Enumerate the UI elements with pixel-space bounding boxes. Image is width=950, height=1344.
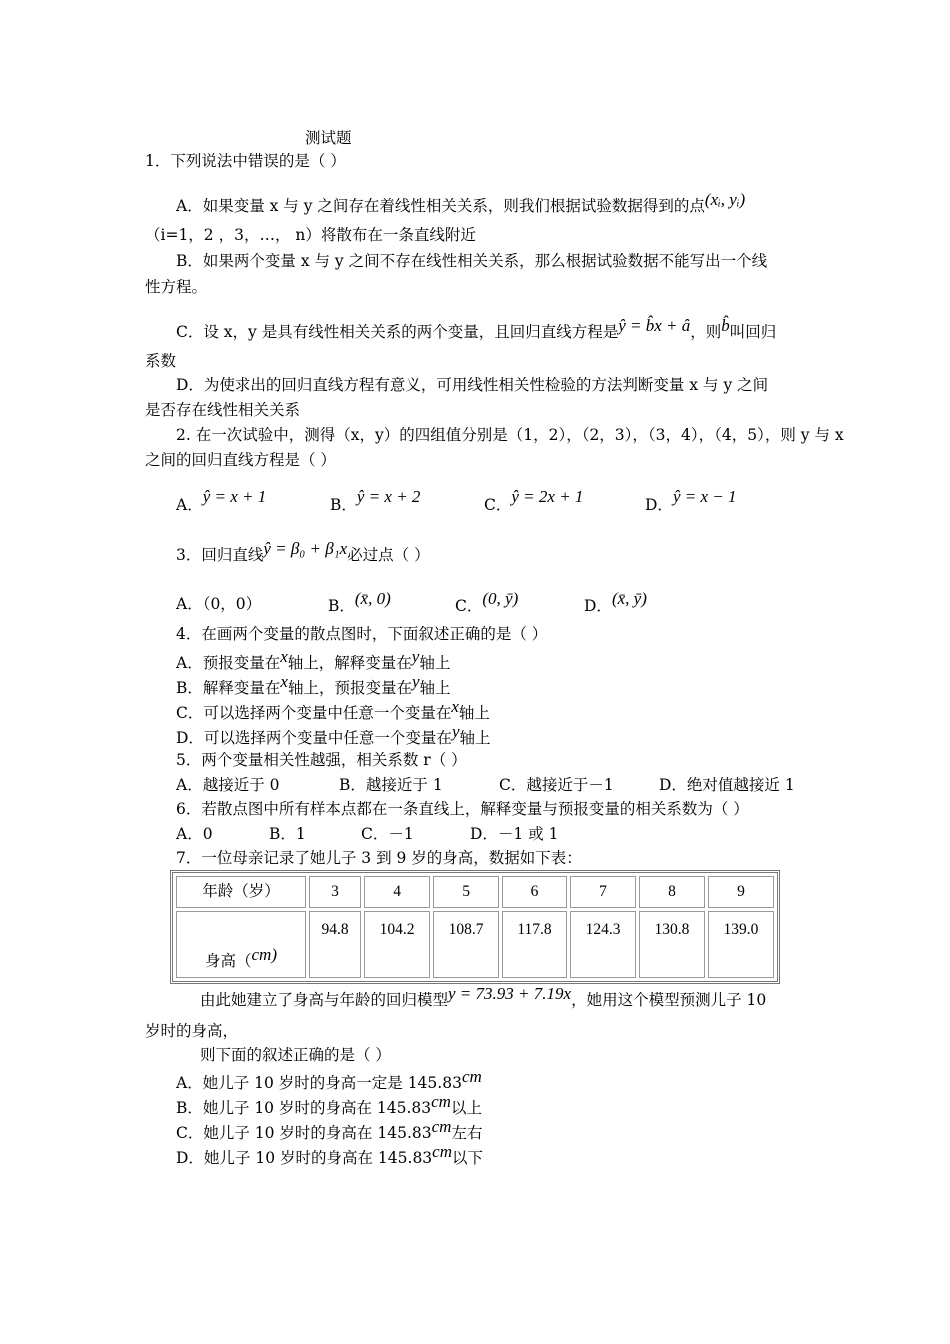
q2-option-d: D．ŷ = x − 1 xyxy=(645,487,737,514)
age-cell: 8 xyxy=(639,876,705,908)
q6-option-d: D．－1 或 1 xyxy=(470,825,559,843)
q1-option-d-line2: 是否存在线性相关关系 xyxy=(145,401,301,419)
q6-option-b: B．1 xyxy=(269,825,306,843)
q7-model-equation: y = 73.93 + 7.19x xyxy=(448,984,572,1003)
age-cell: 9 xyxy=(708,876,774,908)
q1-option-b-line1: B．如果两个变量 x 与 y 之间不存在线性相关关系，那么根据试验数据不能写出一个线 xyxy=(176,252,768,270)
q4-option-b: B．解释变量在x轴上，预报变量在y轴上 xyxy=(176,672,451,697)
q5-option-a: A．越接近于 0 xyxy=(176,776,280,794)
q1-option-a-line2: （i=1，2 ，3，…， n）将散布在一条直线附近 xyxy=(145,226,476,244)
q2-stem-line1: 2. 在一次试验中，测得（x，y）的四组值分别是（1，2），（2，3），（3，4），（4，5），则 y 与 x xyxy=(176,426,844,444)
age-cell: 7 xyxy=(570,876,636,908)
q1-stem: 1．下列说法中错误的是（ ） xyxy=(145,152,346,170)
q7-option-a: A．她儿子 10 岁时的身高一定是 145.83cm xyxy=(176,1067,482,1092)
age-cell: 4 xyxy=(364,876,430,908)
q3-option-c: C．(0, ȳ) xyxy=(455,589,519,615)
q2-option-b: B．ŷ = x + 2 xyxy=(330,487,421,514)
q2-option-a: A．ŷ = x + 1 xyxy=(176,487,267,514)
q7-option-b: B．她儿子 10 岁时的身高在 145.83cm以上 xyxy=(176,1092,482,1117)
q3-option-d: D．(x̄, ȳ) xyxy=(584,589,647,615)
q3-option-b: B．(x̄, 0) xyxy=(328,589,391,615)
age-header: 年龄（岁） xyxy=(176,876,306,908)
q7-ask: 则下面的叙述正确的是（ ） xyxy=(200,1046,391,1064)
height-cell: 108.7 xyxy=(433,911,499,978)
q7-option-c: C．她儿子 10 岁时的身高在 145.83cm左右 xyxy=(176,1117,483,1142)
height-cell: 117.8 xyxy=(502,911,567,978)
q1-option-c-mid: ，则 xyxy=(690,323,722,341)
q6-stem: 6．若散点图中所有样本点都在一条直线上，解释变量与预报变量的相关系数为（ ） xyxy=(176,800,749,818)
height-cell: 104.2 xyxy=(364,911,430,978)
q1-option-a-line1 xyxy=(176,190,746,215)
q4-option-a: A．预报变量在x轴上，解释变量在y轴上 xyxy=(176,647,451,672)
q2-stem-line2: 之间的回归直线方程是（ ） xyxy=(145,451,336,469)
age-cell: 3 xyxy=(309,876,361,908)
q1-option-d-line1: D．为使求出的回归直线方程有意义，可用线性相关性检验的方法判断变量 x 与 y 之间 xyxy=(176,376,769,394)
q7-model-line1: 由此她建立了身高与年龄的回归模型y = 73.93 + 7.19x，她用这个模型预测儿子 10 xyxy=(200,984,767,1009)
age-cell: 5 xyxy=(433,876,499,908)
table-row xyxy=(176,911,774,978)
q5-option-b: B．越接近于 1 xyxy=(339,776,443,794)
age-cell: 6 xyxy=(502,876,567,908)
height-header: 身高（cm) xyxy=(176,911,306,978)
height-cell: 94.8 xyxy=(309,911,361,978)
height-cell: 130.8 xyxy=(639,911,705,978)
q3-option-a: A．（0，0） xyxy=(176,595,262,613)
q7-model-line2: 岁时的身高， xyxy=(145,1022,239,1040)
q6-option-a: A．0 xyxy=(176,825,213,843)
q4-stem: 4．在画两个变量的散点图时，下面叙述正确的是（ ） xyxy=(176,625,548,643)
q1-option-c-post: 叫回归 xyxy=(729,323,777,341)
height-cell: 139.0 xyxy=(708,911,774,978)
q1-option-a-point: (xᵢ, yᵢ) xyxy=(704,190,746,209)
height-table xyxy=(170,870,780,984)
q5-option-c: C．越接近于－1 xyxy=(499,776,614,794)
q6-option-c: C．－1 xyxy=(361,825,414,843)
q2-option-c: C．ŷ = 2x + 1 xyxy=(484,487,584,514)
q1-option-b-line2: 性方程。 xyxy=(145,278,208,296)
q3-equation: ŷ = β₀ + β₁x xyxy=(263,539,348,558)
q1-option-c-pre: C．设 x，y 是具有线性相关关系的两个变量，且回归直线方程是 xyxy=(176,323,619,341)
q4-option-d: D．可以选择两个变量中任意一个变量在y轴上 xyxy=(176,722,491,747)
q1-option-c-b: b̂ xyxy=(721,316,730,335)
q3-stem: 3．回归直线ŷ = β₀ + β₁x必过点（ ） xyxy=(176,539,430,564)
q7-option-d: D．她儿子 10 岁时的身高在 145.83cm以下 xyxy=(176,1142,484,1167)
q1-option-c-line2: 系数 xyxy=(145,352,177,370)
height-cell: 124.3 xyxy=(570,911,636,978)
q1-option-c-equation: ŷ = b̂x + â xyxy=(618,316,691,335)
q1-option-c-line1 xyxy=(176,316,777,341)
q1-option-a-text: A．如果变量 x 与 y 之间存在着线性相关关系，则我们根据试验数据得到的点 xyxy=(176,197,705,215)
page-title: 测试题 xyxy=(305,129,352,147)
table-row xyxy=(176,876,774,908)
q7-stem: 7．一位母亲记录了她儿子 3 到 9 岁的身高，数据如下表： xyxy=(176,849,582,867)
q5-stem: 5．两个变量相关性越强，相关系数 r（ ） xyxy=(176,751,467,769)
q4-option-c: C．可以选择两个变量中任意一个变量在x轴上 xyxy=(176,697,490,722)
q5-option-d: D．绝对值越接近 1 xyxy=(659,776,795,794)
